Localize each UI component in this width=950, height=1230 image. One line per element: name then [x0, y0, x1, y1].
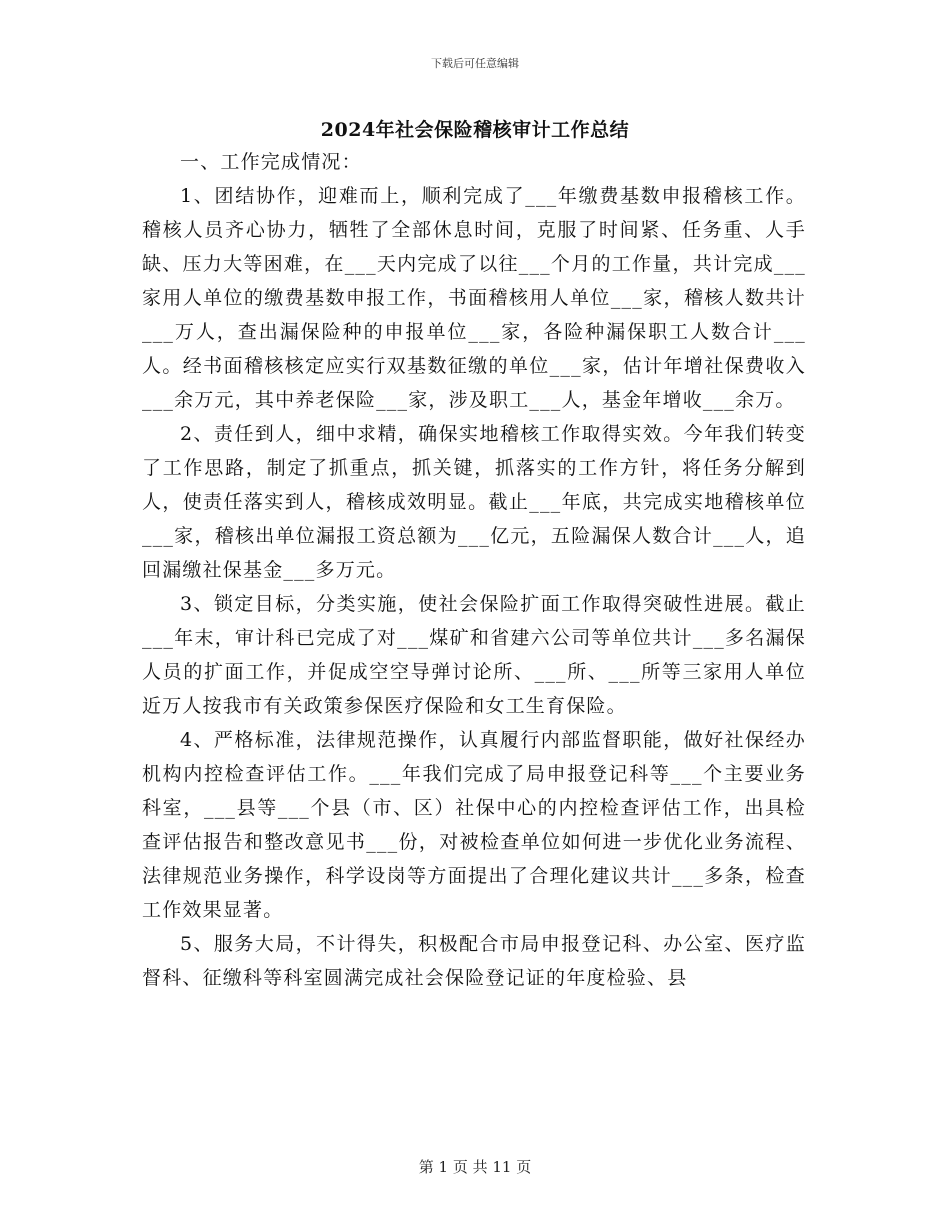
paragraph-2: 2、责任到人，细中求精，确保实地稽核工作取得实效。今年我们转变了工作思路，制定了抓重点，抓关键，抓落实的工作方针，将任务分解到人，使责任落实到人，稽核成效明显。截止___年底，共完成实地稽核单位___家，稽核出单位漏报工资总额为___亿元，五险漏保人数合计___人，追回漏缴社保基金___多万元。	[142, 423, 806, 581]
paragraph-5: 5、服务大局，不计得失，积极配合市局申报登记科、办公室、医疗监督科、征缴科等科室圆满完成社会保险登记证的年度检验、县	[142, 933, 806, 989]
document-title: 2024年社会保险稽核审计工作总结	[320, 119, 630, 141]
paragraph-1: 1、团结协作，迎难而上，顺利完成了___年缴费基数申报稽核工作。稽核人员齐心协力，牺牲了全部休息时间，克服了时间紧、任务重、人手缺、压力大等困难，在___天内完成了以往___个月的工作量，共计完成___家用人单位的缴费基数申报工作，书面稽核用人单位___家，稽核人数共计___万人，查出漏保险种的申报单位___家，各险种漏保职工人数合计___人。经书面稽核核定应实行双基数征缴的单位___家，估计年增社保费收入___余万元，其中养老保险___家，涉及职工___人，基金年增收___余万。	[142, 185, 806, 411]
paragraph-4: 4、严格标准，法律规范操作，认真履行内部监督职能，做好社保经办机构内控检查评估工作。___年我们完成了局申报登记科等___个主要业务科室，___县等___个县（市、区）社保中心的内控检查评估工作，出具检查评估报告和整改意见书___份，对被检查单位如何进一步优化业务流程、法律规范业务操作，科学设岗等方面提出了合理化建议共计___多条，检查工作效果显著。	[142, 729, 806, 921]
header-note: 下载后可任意编辑	[431, 57, 519, 70]
section-heading: 一、工作完成情况：	[180, 151, 362, 173]
page-footer: 第 1 页 共 11 页	[418, 1158, 532, 1176]
paragraph-3: 3、锁定目标，分类实施，使社会保险扩面工作取得突破性进展。截止___年末，审计科已完成了对___煤矿和省建六公司等单位共计___多名漏保人员的扩面工作，并促成空空导弹讨论所、___所、___所等三家用人单位近万人按我市有关政策参保医疗保险和女工生育保险。	[142, 593, 806, 717]
document-body	[142, 145, 806, 995]
